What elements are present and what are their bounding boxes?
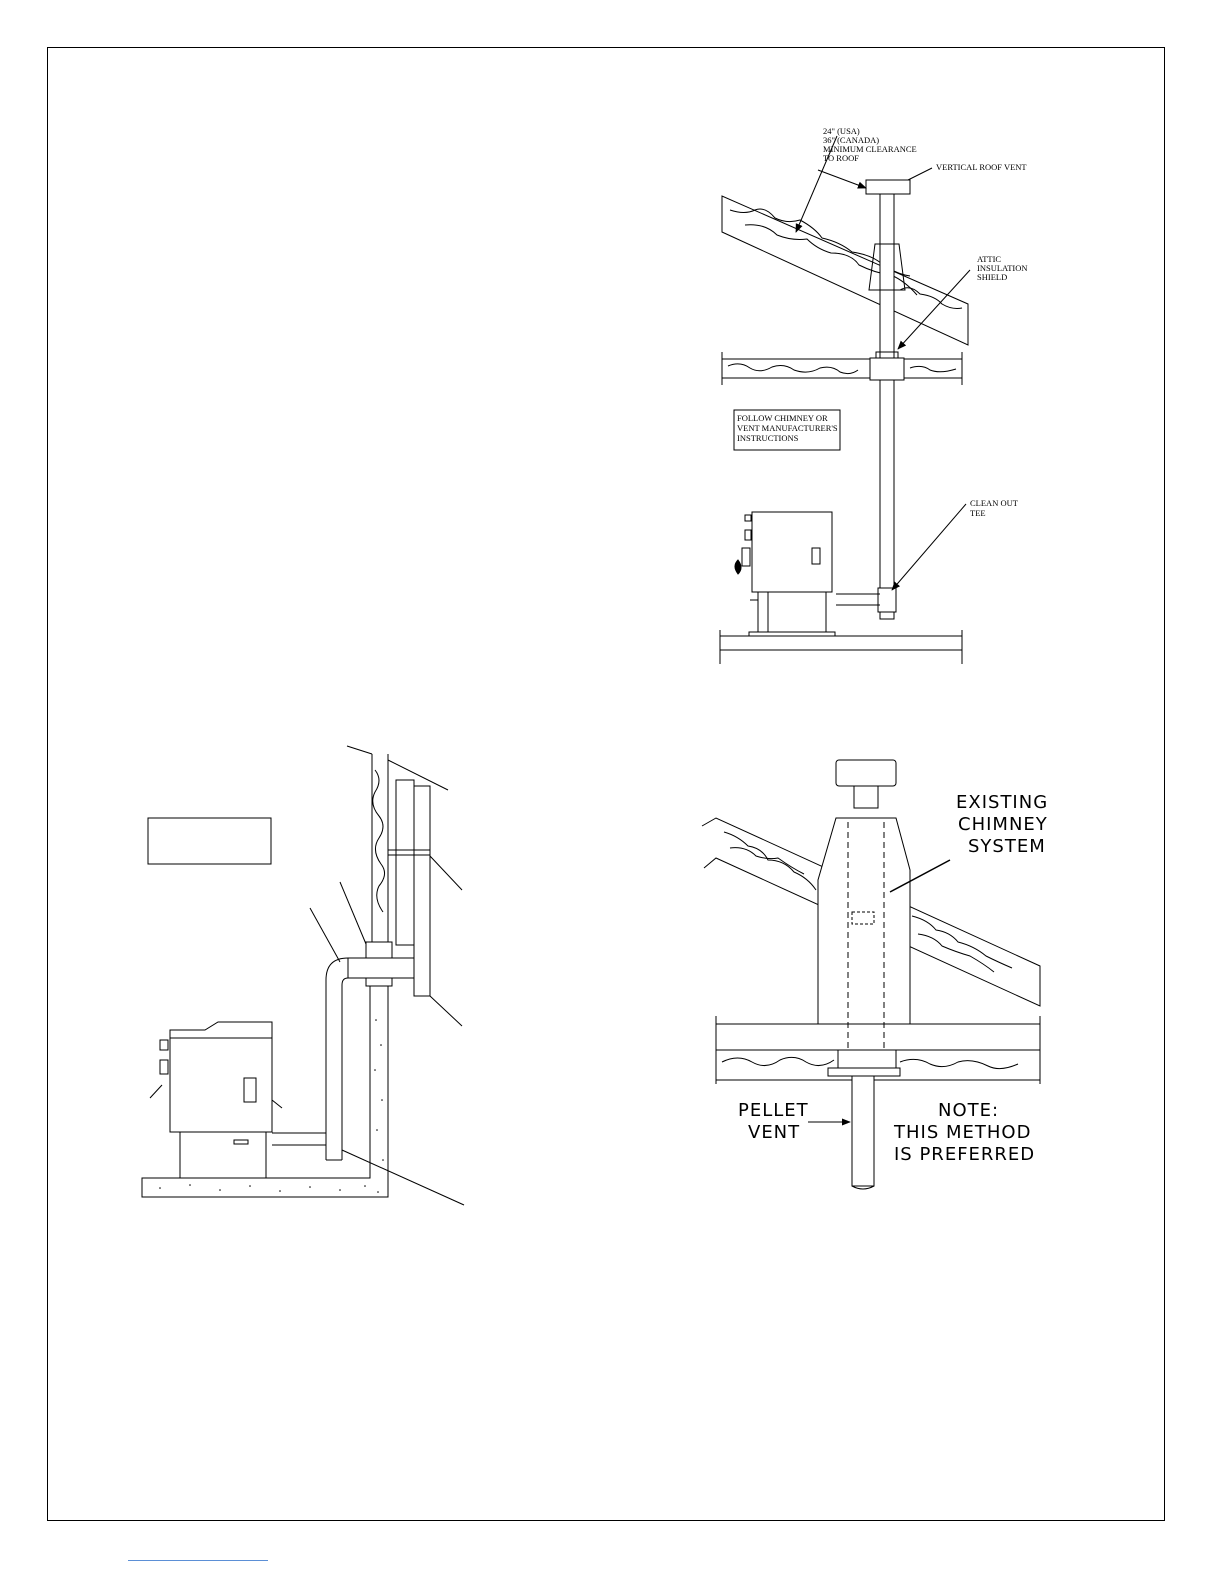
clearance-label-3: MINIMUM CLEARANCE bbox=[823, 144, 917, 154]
note-label-1: NOTE: bbox=[938, 1100, 1000, 1121]
attic-label-2: INSULATION bbox=[977, 263, 1028, 273]
pellet-label-1: PELLET bbox=[738, 1100, 809, 1121]
empty-label-box bbox=[148, 818, 271, 864]
vent-pipe bbox=[880, 194, 894, 619]
cleanout-label-2: TEE bbox=[970, 508, 986, 518]
existing-label-2: CHIMNEY bbox=[958, 814, 1048, 835]
chimney-cap bbox=[836, 760, 896, 786]
existing-label-1: EXISTING bbox=[956, 792, 1049, 813]
stove-wall-diagram bbox=[150, 1022, 282, 1178]
cleanout-label-1: CLEAN OUT bbox=[970, 498, 1018, 508]
roof-vent-cap bbox=[866, 180, 910, 194]
follow-label-1: FOLLOW CHIMNEY OR bbox=[737, 413, 828, 423]
clearance-label-1: 24" (USA) bbox=[823, 126, 860, 136]
attic-label-3: SHIELD bbox=[977, 272, 1008, 282]
follow-label-2: VENT MANUFACTURER'S bbox=[737, 423, 838, 433]
stove-top-diagram bbox=[735, 512, 835, 636]
wall-install-diagram bbox=[142, 746, 464, 1205]
note-label-2: THIS METHOD bbox=[894, 1122, 1032, 1143]
vertical-install-diagram bbox=[720, 136, 970, 664]
ceiling-section bbox=[722, 352, 962, 385]
clearance-label-2: 36" (CANADA) bbox=[823, 135, 880, 145]
pellet-label-2: VENT bbox=[748, 1122, 801, 1143]
attic-label-1: ATTIC bbox=[977, 254, 1002, 264]
existing-label-3: SYSTEM bbox=[968, 836, 1046, 857]
note-label-3: IS PREFERRED bbox=[894, 1144, 1036, 1165]
roof-section bbox=[722, 196, 968, 345]
roof-vent-label: VERTICAL ROOF VENT bbox=[936, 162, 1027, 172]
follow-label-3: INSTRUCTIONS bbox=[737, 433, 799, 443]
clearance-label-4: TO ROOF bbox=[823, 153, 859, 163]
